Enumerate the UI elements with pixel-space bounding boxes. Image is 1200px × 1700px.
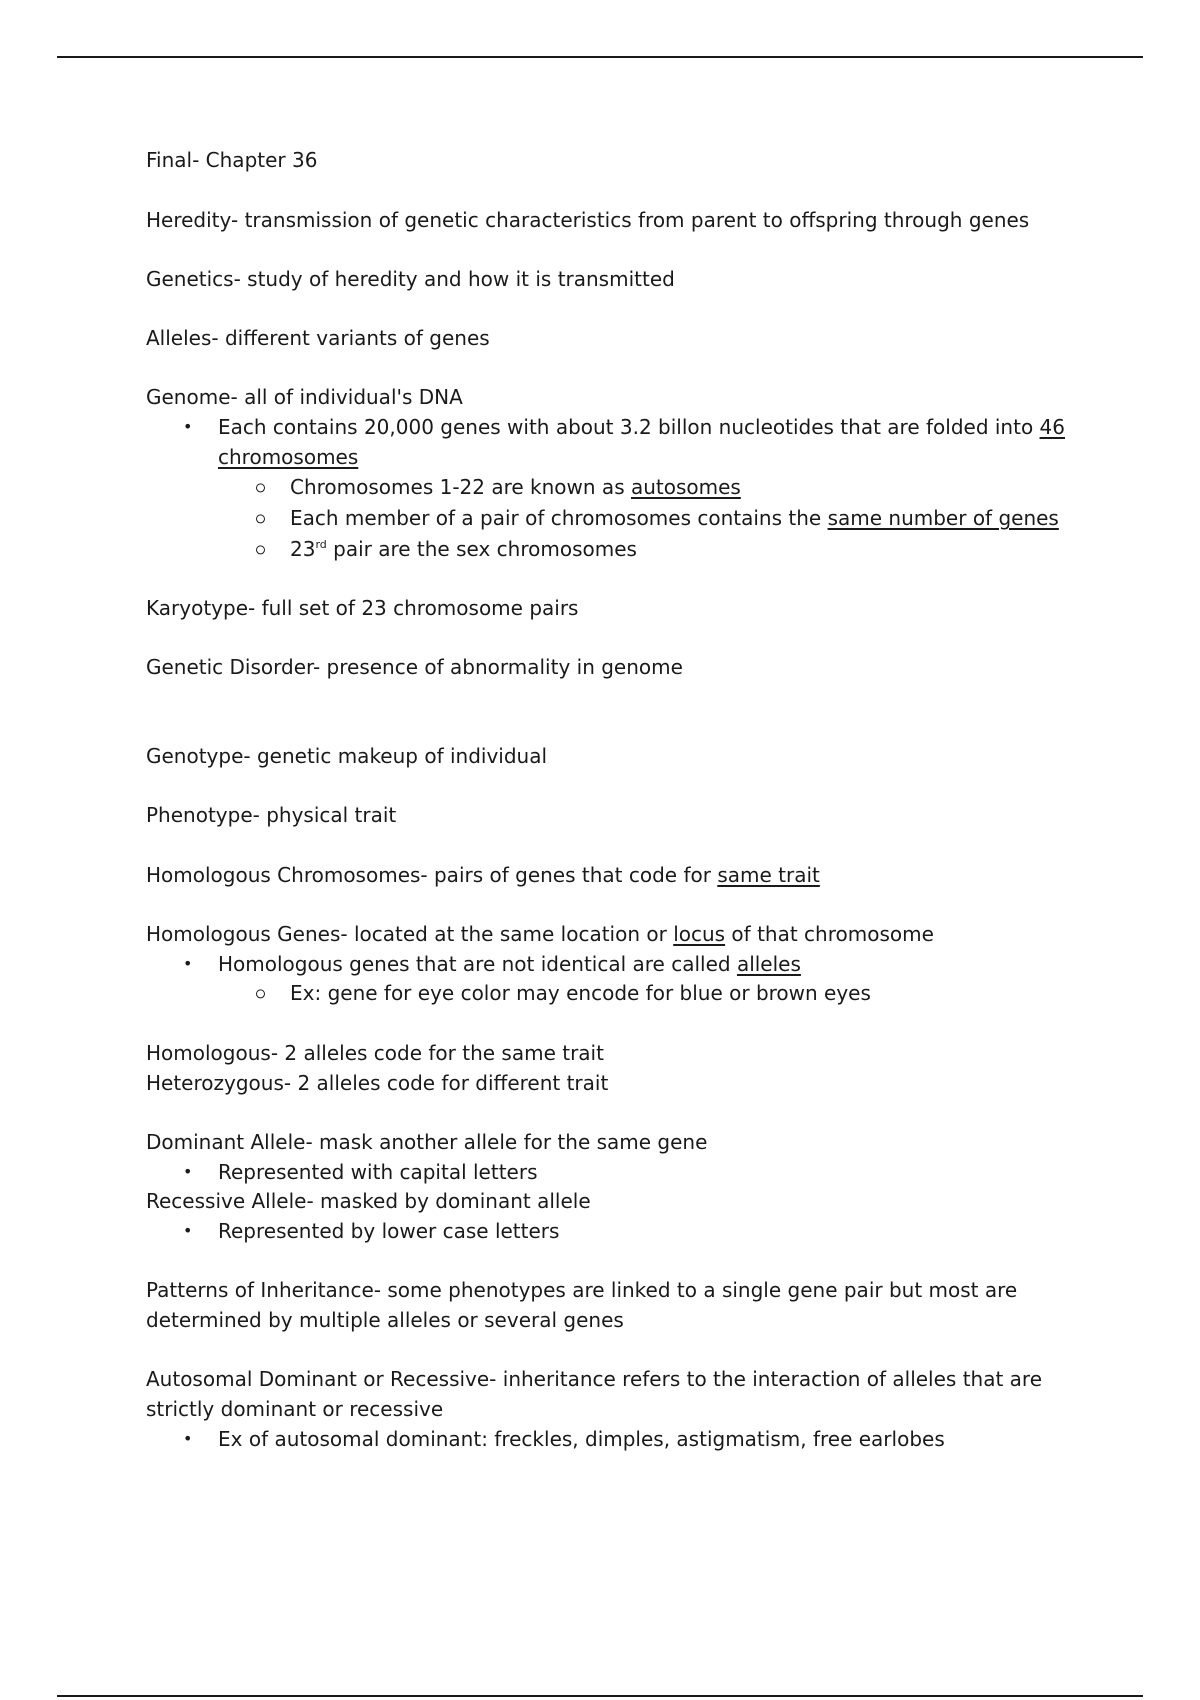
homologous-chromosomes-text: Homologous Chromosomes- pairs of genes that code for bbox=[146, 863, 718, 887]
heredity-definition: Heredity- transmission of genetic characteristics from parent to offspring through genes bbox=[146, 208, 1030, 232]
heterozygous-definition: Heterozygous- 2 alleles code for different trait bbox=[146, 1071, 609, 1095]
sex-chromosomes-text: pair are the sex chromosomes bbox=[326, 537, 637, 561]
non-identical-genes-bullet bbox=[218, 951, 801, 977]
bottom-rule bbox=[57, 1695, 1143, 1697]
patterns-of-inheritance-line2: determined by multiple alleles or several genes bbox=[146, 1308, 624, 1332]
genome-definition: Genome- all of individual's DNA bbox=[146, 385, 463, 409]
homologous-chromosomes-definition bbox=[146, 862, 820, 888]
pair-member-item bbox=[290, 505, 1059, 531]
homologous-genes-definition bbox=[146, 921, 934, 947]
autosomal-dominant-example: Ex of autosomal dominant: freckles, dimples, astigmatism, free earlobes bbox=[218, 1427, 945, 1451]
sub-bullet-circle bbox=[256, 514, 265, 523]
sub-bullet-circle bbox=[256, 545, 265, 554]
pair-member-text: Each member of a pair of chromosomes contains the bbox=[290, 506, 828, 530]
ordinal-suffix: rd bbox=[315, 538, 327, 551]
genotype-definition: Genotype- genetic makeup of individual bbox=[146, 744, 548, 768]
underlined-alleles: alleles bbox=[736, 952, 801, 976]
autosomes-item bbox=[290, 474, 741, 500]
underlined-chromosomes: chromosomes bbox=[218, 445, 359, 469]
bullet-marker: • bbox=[183, 1221, 193, 1240]
lower-case-letters-bullet: Represented by lower case letters bbox=[218, 1219, 560, 1243]
top-rule bbox=[57, 56, 1143, 58]
sub-bullet-circle bbox=[256, 989, 265, 998]
underlined-46: 46 bbox=[1039, 415, 1065, 439]
genome-bullet-line2 bbox=[218, 444, 358, 470]
bullet-marker: • bbox=[183, 1429, 193, 1448]
genome-bullet-text: Each contains 20,000 genes with about 3.2 billon nucleotides that are folded into bbox=[218, 415, 1040, 439]
sub-bullet-circle bbox=[256, 483, 265, 492]
sex-chromosomes-item bbox=[290, 536, 637, 562]
eye-color-example: Ex: gene for eye color may encode for blue or brown eyes bbox=[290, 981, 871, 1005]
homologous-genes-text: Homologous Genes- located at the same location or bbox=[146, 922, 674, 946]
phenotype-definition: Phenotype- physical trait bbox=[146, 803, 397, 827]
page-title: Final- Chapter 36 bbox=[146, 148, 318, 172]
dominant-allele-definition: Dominant Allele- mask another allele for the same gene bbox=[146, 1130, 708, 1154]
autosomes-text: Chromosomes 1-22 are known as bbox=[290, 475, 631, 499]
bullet-marker: • bbox=[183, 1162, 193, 1181]
homologous-definition: Homologous- 2 alleles code for the same trait bbox=[146, 1041, 604, 1065]
patterns-of-inheritance-line1: Patterns of Inheritance- some phenotypes are linked to a single gene pair but most are bbox=[146, 1278, 1018, 1302]
autosomal-line1: Autosomal Dominant or Recessive- inheritance refers to the interaction of alleles that are bbox=[146, 1367, 1043, 1391]
bullet-marker: • bbox=[183, 954, 193, 973]
pair-number: 23 bbox=[290, 537, 316, 561]
underlined-autosomes: autosomes bbox=[630, 475, 741, 499]
karyotype-definition: Karyotype- full set of 23 chromosome pairs bbox=[146, 596, 579, 620]
underlined-locus: locus bbox=[673, 922, 726, 946]
bullet-marker: • bbox=[183, 417, 193, 436]
underlined-same-trait: same trait bbox=[717, 863, 820, 887]
recessive-allele-definition: Recessive Allele- masked by dominant allele bbox=[146, 1189, 591, 1213]
genetics-definition: Genetics- study of heredity and how it is transmitted bbox=[146, 267, 675, 291]
non-identical-genes-text: Homologous genes that are not identical are called bbox=[218, 952, 737, 976]
genetic-disorder-definition: Genetic Disorder- presence of abnormality in genome bbox=[146, 655, 683, 679]
capital-letters-bullet: Represented with capital letters bbox=[218, 1160, 538, 1184]
autosomal-line2: strictly dominant or recessive bbox=[146, 1397, 444, 1421]
homologous-genes-tail: of that chromosome bbox=[725, 922, 934, 946]
genome-bullet-line1 bbox=[218, 414, 1065, 440]
underlined-same-number-of-genes: same number of genes bbox=[827, 506, 1059, 530]
alleles-definition: Alleles- different variants of genes bbox=[146, 326, 490, 350]
